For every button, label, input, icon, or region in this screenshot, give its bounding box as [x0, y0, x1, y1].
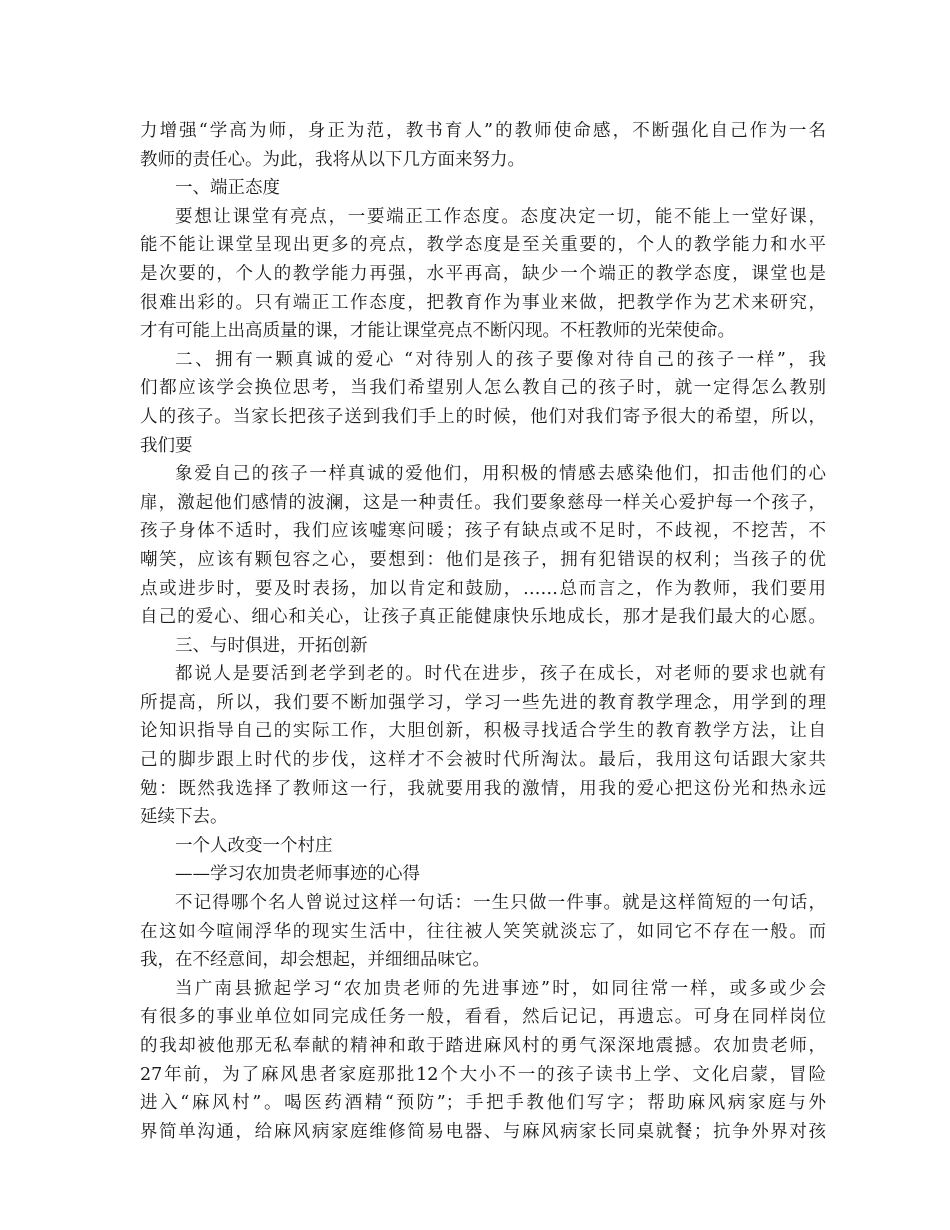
text-line: 教师的责任心。为此，我将从以下几方面来努力。: [140, 149, 525, 170]
text-line: 才有可能上出高质量的课，才能让课堂亮点不断闪现。不枉教师的光荣使命。: [140, 321, 735, 342]
text-line: 二、拥有一颗真诚的爱心 “对待别人的孩子要像对待自己的孩子一样”，我: [175, 349, 826, 370]
text-line: 有很多的事业单位如同完成任务一般，看看，然后记记，再遗忘。可身在同样岗位: [140, 1007, 826, 1028]
text-line: 在这如今喧闹浮华的现实生活中，往往被人笑笑就淡忘了，如同它不存在一般。而: [140, 921, 826, 942]
text-line: 能不能让课堂呈现出更多的亮点，教学态度是至关重要的，个人的教学能力和水平: [140, 235, 826, 256]
text-line: 力增强“学高为师，身正为范，教书育人”的教师使命感，不断强化自己作为一名: [140, 121, 826, 141]
text-line: 界简单沟通，给麻风病家庭维修简易电器、与麻风病家长同桌就餐；抗争外界对孩: [140, 1121, 826, 1142]
text-line: 们都应该学会换位思考，当我们希望别人怎么教自己的孩子时，就一定得怎么教别: [140, 378, 826, 399]
text-line: 孩子身体不适时，我们应该嘘寒问暖；孩子有缺点或不足时，不歧视，不挖苦，不: [140, 521, 826, 542]
text-line: 点或进步时，要及时表扬，加以肯定和鼓励，……总而言之，作为教师，我们要用: [140, 578, 826, 599]
text-line: 进入“麻风村”。喝医药酒精“预防”；手把手教他们写字；帮助麻风病家庭与外: [140, 1093, 826, 1114]
text-line: 自己的爱心、细心和关心，让孩子真正能健康快乐地成长，那才是我们最大的心愿。: [140, 607, 826, 628]
text-line: 所提高，所以，我们要不断加强学习，学习一些先进的教育教学理念，用学到的理: [140, 692, 826, 713]
text-line: 是次要的，个人的教学能力再强，水平再高，缺少一个端正的教学态度，课堂也是: [140, 263, 826, 284]
text-line: 论知识指导自己的实际工作，大胆创新，积极寻找适合学生的教育教学方法，让自: [140, 721, 826, 742]
text-line: 当广南县掀起学习“农加贵老师的先进事迹”时，如同往常一样，或多或少会: [175, 978, 826, 999]
text-line: 我们要: [140, 435, 193, 456]
text-line: 己的脚步跟上时代的步伐，这样才不会被时代所淘汰。最后，我用这句话跟大家共: [140, 750, 826, 771]
document-body: [140, 117, 826, 1146]
text-line: 27年前，为了麻风患者家庭那批12个大小不一的孩子读书上学、文化启蒙，冒险: [140, 1064, 826, 1085]
text-line: 扉，激起他们感情的波澜，这是一种责任。我们要象慈母一样关心爱护每一个孩子，: [140, 492, 826, 513]
text-line: 要想让课堂有亮点，一要端正工作态度。态度决定一切，能不能上一堂好课，: [175, 206, 826, 227]
text-line: 我，在不经意间，却会想起，并细细品味它。: [140, 950, 490, 971]
text-line: 人的孩子。当家长把孩子送到我们手上的时候，他们对我们寄予很大的希望，所以，: [140, 406, 826, 427]
text-line: 勉：既然我选择了教师这一行，我就要用我的激情，用我的爱心把这份光和热永远: [140, 778, 826, 799]
text-line: 都说人是要活到老学到老的。时代在进步，孩子在成长，对老师的要求也就有: [175, 664, 826, 685]
text-line: 不记得哪个名人曾说过这样一句话：一生只做一件事。就是这样简短的一句话，: [175, 893, 826, 914]
text-line: 一个人改变一个村庄: [175, 835, 333, 856]
text-line: 象爱自己的孩子一样真诚的爱他们，用积极的情感去感染他们，扣击他们的心: [175, 464, 826, 485]
text-line: ——学习农加贵老师事迹的心得: [175, 864, 420, 885]
text-line: 嘲笑，应该有颗包容之心，要想到：他们是孩子，拥有犯错误的权利；当孩子的优: [140, 549, 826, 570]
text-line: 的我却被他那无私奉献的精神和敢于踏进麻风村的勇气深深地震撼。农加贵老师，: [140, 1036, 826, 1056]
text-line: 很难出彩的。只有端正工作态度，把教育作为事业来做，把教学作为艺术来研究，: [140, 292, 826, 313]
text-line: 三、与时俱进，开拓创新: [175, 635, 368, 656]
text-line: 延续下去。: [140, 807, 228, 828]
text-line: 一、端正态度: [175, 178, 280, 199]
